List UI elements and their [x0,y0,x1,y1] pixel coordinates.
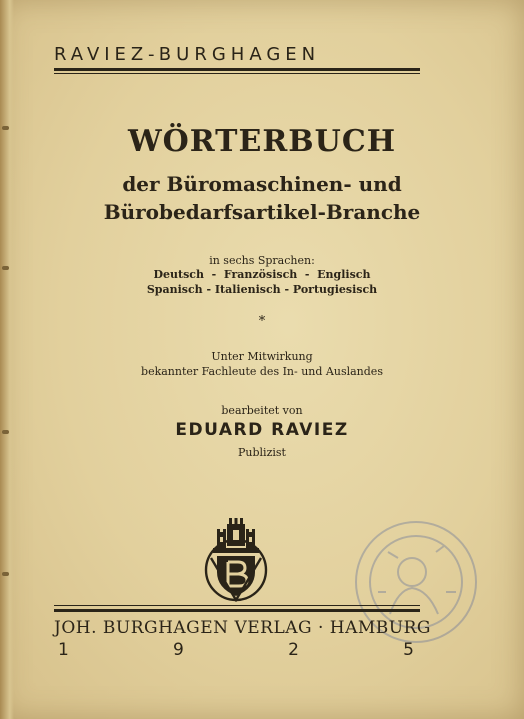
year-digit: 5 [403,640,414,660]
book-subtitle-line1: der Büromaschinen- und [122,172,402,196]
book-subtitle-line2: Bürobedarfsartikel-Branche [103,200,421,224]
imprint-rule-thick [54,609,420,612]
contribution-line2: bekannter Fachleute des In- und Auslandes [141,365,383,378]
header-rule-thin [54,73,420,74]
author-role: Publizist [238,446,286,459]
castle-emblem-icon [201,518,271,602]
year-digit: 2 [288,640,299,660]
languages-intro: in sechs Sprachen: [209,254,315,267]
imprint-year [58,640,414,660]
imprint-rule-thin [54,605,420,606]
author-name: EDUARD RAVIEZ [175,420,349,440]
languages-line2: Spanisch - Italienisch - Portugiesisch [146,283,378,296]
year-digit: 1 [58,640,69,660]
languages-line1: Deutsch - Französisch - Englisch [153,268,371,281]
year-digit: 9 [173,640,184,660]
author-prefix: bearbeitet von [221,404,303,417]
staple-mark [2,572,9,576]
header-publisher: RAVIEZ-BURGHAGEN [54,44,321,65]
book-title: WÖRTERBUCH [127,124,397,159]
header-rule-thick [54,68,420,71]
separator-asterisk: * [258,314,266,329]
imprint-publisher: JOH. BURGHAGEN VERLAG · HAMBURG [54,618,432,638]
contribution-line1: Unter Mitwirkung [211,350,313,363]
